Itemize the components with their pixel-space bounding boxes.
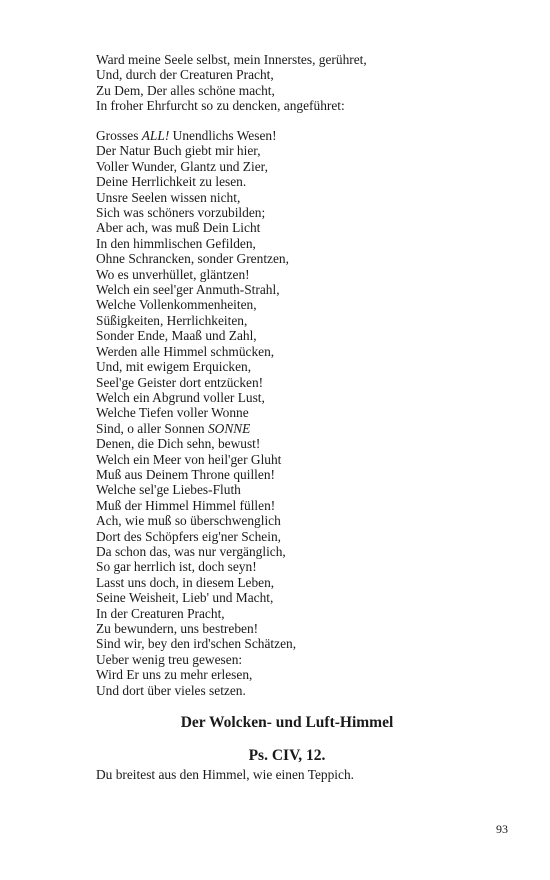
poem-line: Muß der Himmel Himmel füllen! — [96, 497, 276, 513]
poem-line: Der Natur Buch giebt mir hier, — [96, 143, 261, 159]
poem-line: Sind wir, bey den ird'schen Schätzen, — [96, 636, 297, 652]
section-title: Der Wolcken- und Luft-Himmel — [180, 714, 394, 731]
poem-line: Werden alle Himmel schmücken, — [96, 343, 275, 359]
poem-line-text: Grosses — [96, 128, 142, 143]
poem-line — [96, 421, 496, 436]
poem-line: Welch ein Abgrund voller Lust, — [96, 389, 265, 405]
poem-line: Sich was schöners vorzubilden; — [96, 205, 266, 221]
poem-line: Welche Vollenkommenheiten, — [96, 297, 257, 313]
poem-line: Zu Dem, Der alles schöne macht, — [96, 82, 275, 98]
poem-line: Ward meine Seele selbst, mein Innerstes, gerühret, — [96, 52, 367, 67]
poem-line: Und, durch der Creaturen Pracht, — [96, 67, 274, 83]
poem-line: So gar herrlich ist, doch seyn! — [96, 559, 257, 575]
poem-line: Welche Tiefen voller Wonne — [96, 405, 249, 421]
poem-line: Ach, wie muß so überschwenglich — [96, 513, 281, 529]
poem-line: Seel'ge Geister dort entzücken! — [96, 374, 264, 390]
poem-line: Deine Herrlichkeit zu lesen. — [96, 174, 247, 190]
poem-line: In froher Ehrfurcht so zu dencken, angeführet: — [96, 98, 345, 114]
psalm-reference: Ps. CIV, 12. — [248, 747, 326, 764]
poem-line: Aber ach, was muß Dein Licht — [96, 220, 261, 236]
poem-line: Zu bewundern, uns bestreben! — [96, 621, 259, 636]
psalm-verse: Du breitest aus den Himmel, wie einen Teppich. — [96, 767, 355, 782]
poem-line: Voller Wunder, Glantz und Zier, — [96, 158, 268, 174]
poem-line: Lasst uns doch, in diesem Leben, — [96, 574, 275, 590]
poem-line: Sonder Ende, Maaß und Zahl, — [96, 328, 257, 344]
poem-line: Wird Er uns zu mehr erlesen, — [96, 667, 253, 683]
poem-emphasis: SONNE — [207, 420, 251, 436]
poem-line: Da schon das, was nur vergänglich, — [96, 543, 286, 559]
poem-line: Muß aus Deinem Throne quillen! — [96, 466, 276, 482]
poem-line: Und dort über vieles setzen. — [96, 682, 246, 698]
poem-line: Seine Weisheit, Lieb' und Macht, — [96, 590, 274, 606]
poem-stanza-2 — [96, 128, 496, 698]
poem-line: Ueber wenig treu gewesen: — [96, 651, 243, 667]
poem-line: Denen, die Dich sehn, bewust! — [96, 436, 261, 452]
poem-line: Welch ein Meer von heil'ger Gluht — [96, 451, 282, 467]
poem-line — [96, 128, 496, 143]
poem-line: Und, mit ewigem Erquicken, — [96, 359, 252, 375]
poem-line: In den himmlischen Gefilden, — [96, 235, 256, 251]
poem-emphasis: ALL! — [141, 128, 170, 143]
poem-line: Dort des Schöpfers eig'ner Schein, — [96, 528, 281, 544]
poem-line: Ohne Schrancken, sonder Grentzen, — [96, 251, 289, 267]
poem-line-text: Sind, o aller Sonnen — [96, 420, 208, 436]
poem-stanza-1 — [96, 52, 496, 114]
poem-line: Welche sel'ge Liebes-Fluth — [96, 482, 241, 498]
poem-line: In der Creaturen Pracht, — [96, 605, 225, 621]
poem-line: Unsre Seelen wissen nicht, — [96, 189, 241, 205]
poem-line: Süßigkeiten, Herrlichkeiten, — [96, 312, 248, 328]
poem-line-text: Unendlichs Wesen! — [169, 128, 277, 143]
poem-line: Wo es unverhüllet, gläntzen! — [96, 266, 250, 282]
poem-line: Welch ein seel'ger Anmuth-Strahl, — [96, 282, 280, 298]
page-number: 93 — [496, 822, 508, 836]
